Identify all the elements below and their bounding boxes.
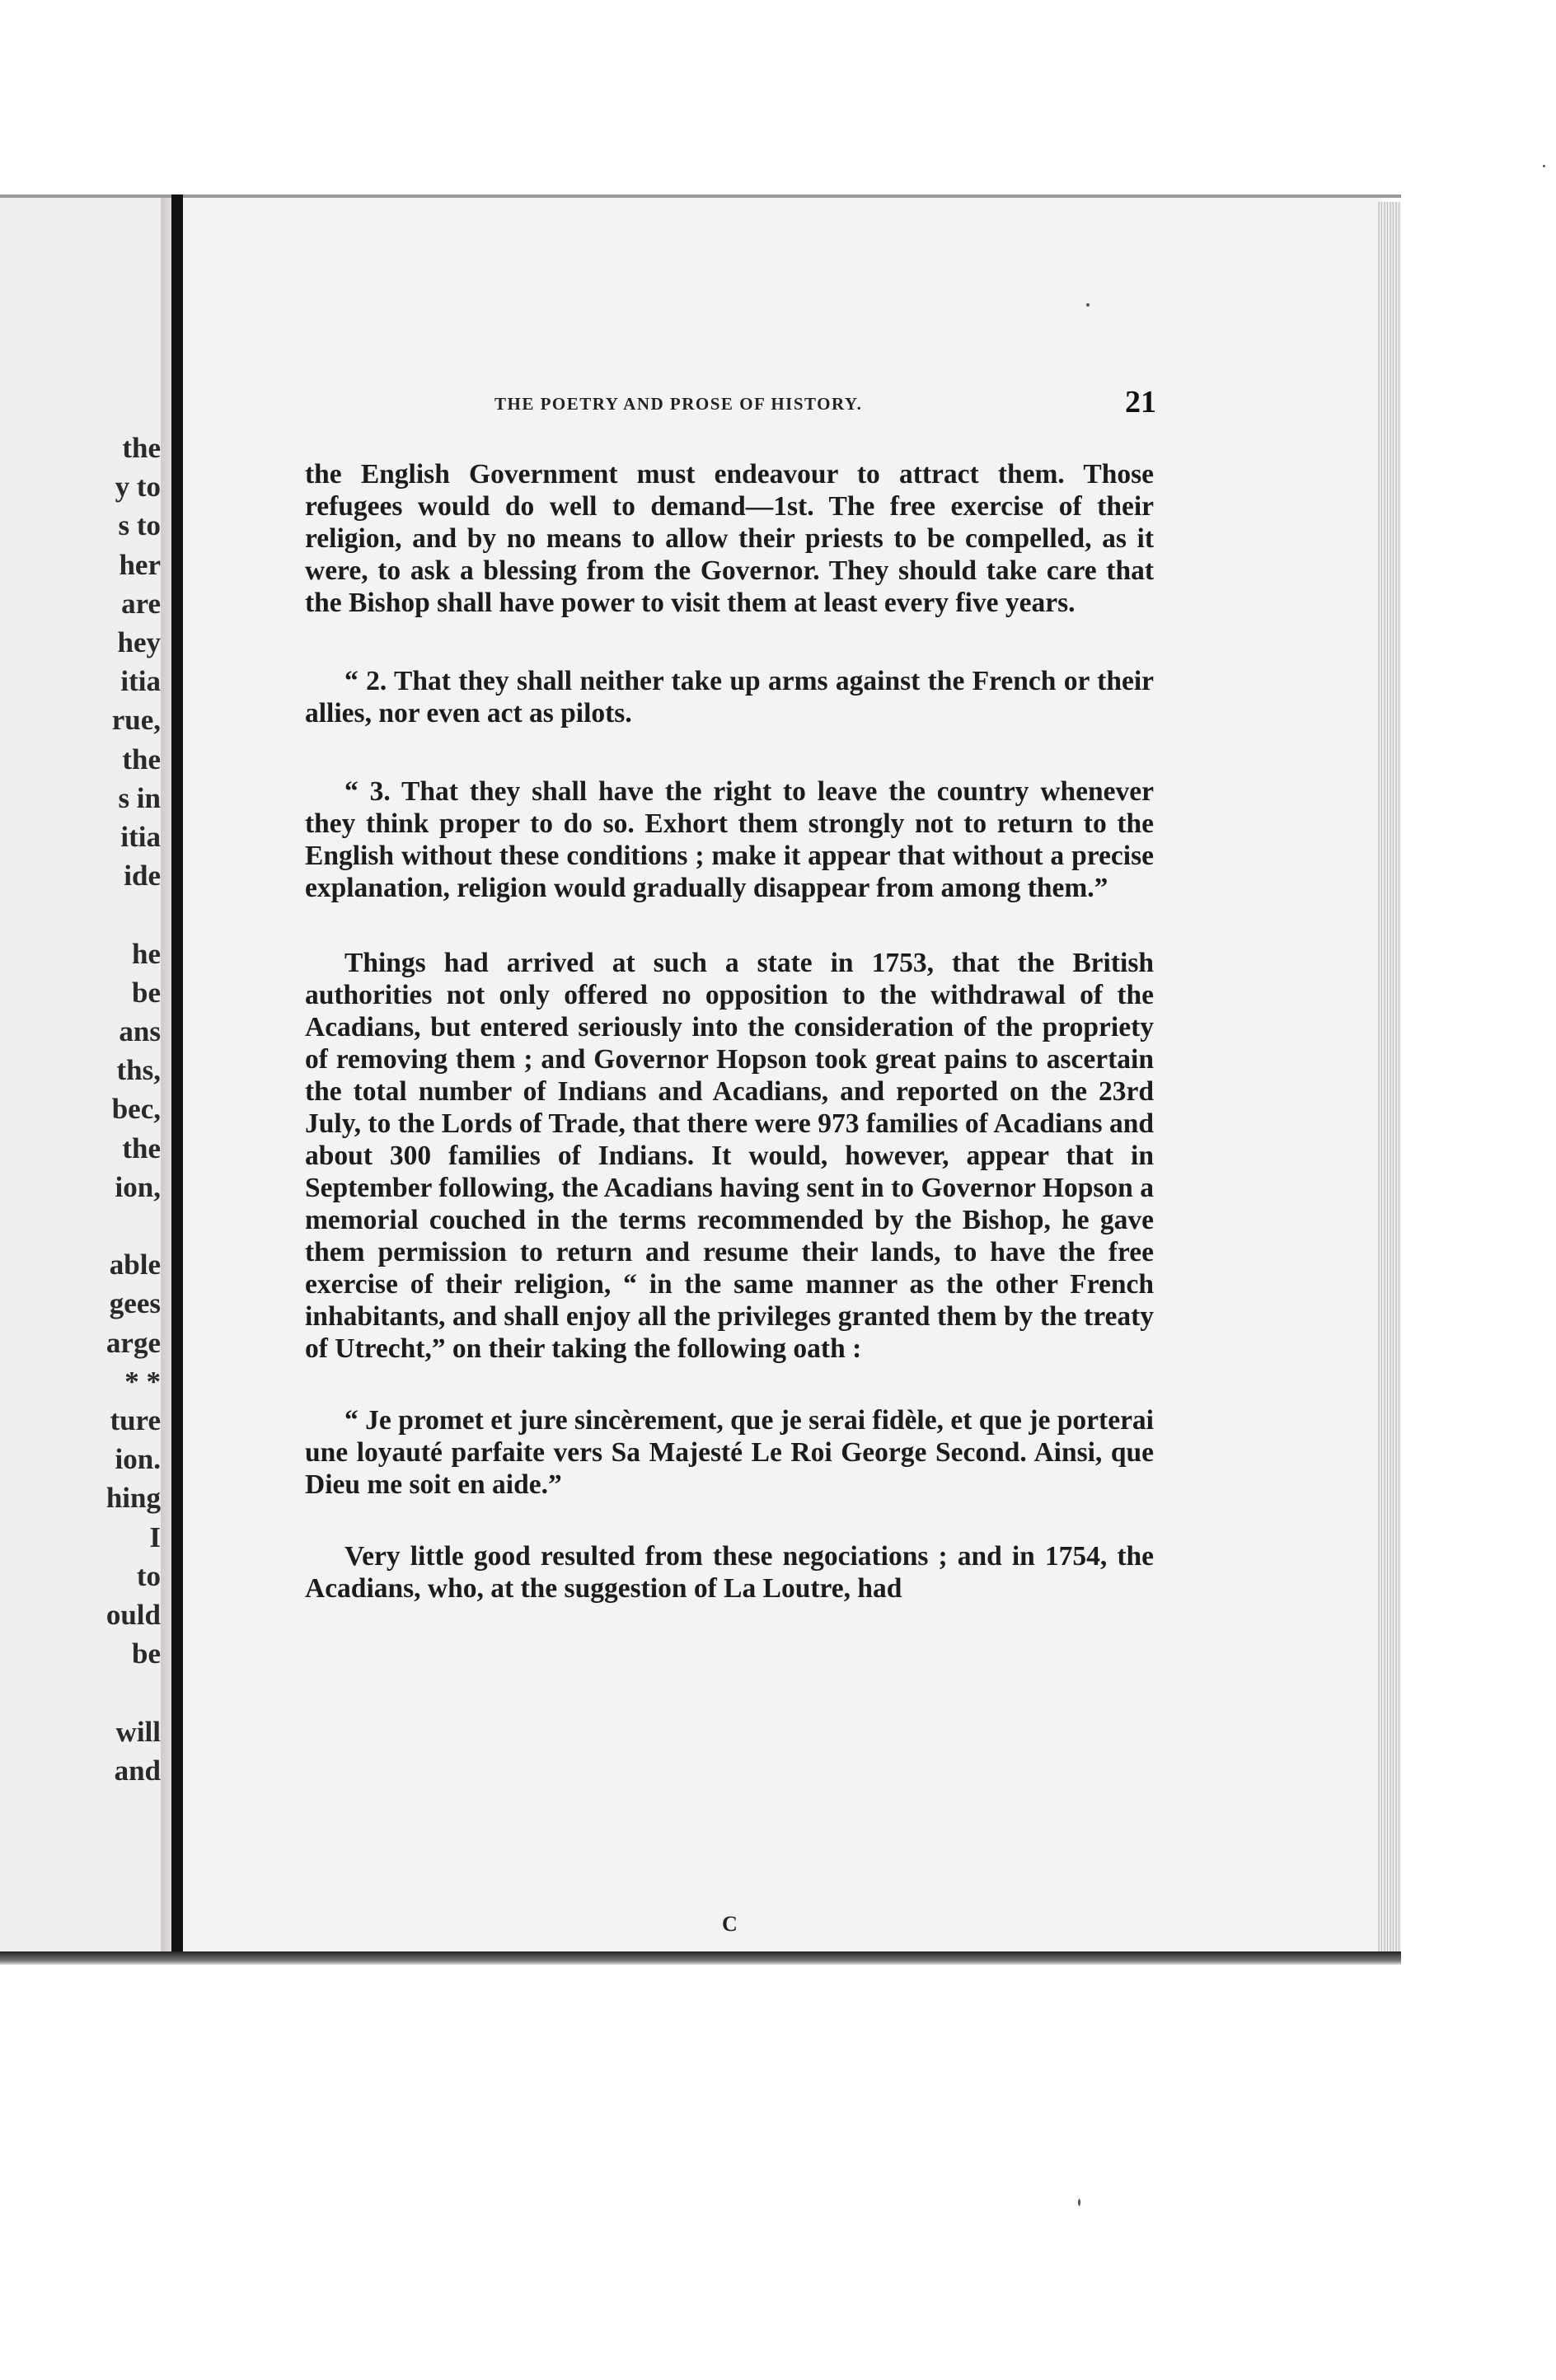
previous-page-line: be <box>132 1637 161 1670</box>
previous-page-line: are <box>121 587 161 620</box>
previous-page-line: he <box>132 937 161 970</box>
previous-page-line: * * <box>124 1365 161 1398</box>
dust-speck <box>1078 2199 1080 2206</box>
running-head: THE POETRY AND PROSE OF HISTORY. <box>494 394 863 414</box>
paragraph: “ 3. That they shall have the right to leave the country whenever they think proper to do so. Exhort them strongly not to return to the English without these conditions ; make it appear that without a precise explanation, religion would gradually disappear from among them.” <box>305 776 1154 903</box>
previous-page-line: ion, <box>115 1170 161 1203</box>
previous-page-line: be <box>132 976 161 1009</box>
paragraph: “ 2. That they shall neither take up arms against the French or their allies, nor even act as pilots. <box>305 666 1154 729</box>
body-text <box>305 458 1154 1605</box>
previous-page-line: ion. <box>115 1443 161 1476</box>
previous-page-line: hing <box>105 1482 161 1515</box>
previous-page-line: I <box>149 1520 161 1553</box>
previous-page-line <box>0 1674 161 1712</box>
previous-page-line: able <box>109 1249 161 1281</box>
previous-page-line: ans <box>119 1015 161 1048</box>
previous-page-line: itia <box>120 665 161 698</box>
signature-mark: C <box>722 1912 738 1936</box>
previous-page-line <box>0 895 161 934</box>
previous-page-line: hey <box>117 626 161 659</box>
dust-speck <box>1543 165 1545 167</box>
page-number: 21 <box>1125 385 1156 419</box>
previous-page-line: arge <box>105 1326 161 1359</box>
previous-page-line: ide <box>124 860 161 892</box>
binding-top-line <box>0 194 1401 198</box>
previous-page-line <box>0 1206 161 1245</box>
previous-page-line: gees <box>109 1287 161 1320</box>
previous-page-line: itia <box>120 821 161 854</box>
previous-page-line: rue, <box>111 704 161 737</box>
previous-page-line: ths, <box>116 1054 161 1087</box>
previous-page-line: the <box>122 743 161 775</box>
binding-line <box>171 194 183 1962</box>
paragraph: Very little good resulted from these negociations ; and in 1754, the Acadians, who, at the suggestion of La Loutre, had <box>305 1541 1154 1604</box>
previous-page-line: ture <box>110 1404 161 1437</box>
previous-page-line: ould <box>105 1599 161 1632</box>
previous-page-line: s in <box>118 781 161 814</box>
previous-page-line: bec, <box>111 1093 161 1126</box>
previous-page-line: y to <box>115 471 161 504</box>
previous-page-line: s to <box>118 509 161 542</box>
previous-page-line: the <box>122 1131 161 1164</box>
paragraph: the English Government must endeavour to attract them. Those refugees would do well to demand—1st. The free exercise of their religion, and by no means to allow their priests to be compelled, as it were, to ask a blessing from the Governor. They should take care that the Bishop shall have power to visit them at least every five years. <box>305 459 1154 618</box>
dust-speck <box>1086 303 1090 307</box>
page-stack-edge <box>1378 202 1401 1953</box>
binding-bottom-line <box>0 1951 1401 1965</box>
previous-page-text <box>0 429 161 1790</box>
previous-page-line: to <box>136 1559 161 1592</box>
previous-page-line: will <box>115 1715 161 1748</box>
paragraph: “ Je promet et jure sincèrement, que je serai fidèle, et que je porterai une loyauté parfaite vers Sa Majesté Le Roi George Second. Ainsi, que Dieu me soit en aide.” <box>305 1405 1154 1500</box>
previous-page-line: the <box>122 432 161 464</box>
previous-page-line: her <box>119 548 161 581</box>
paragraph: Things had arrived at such a state in 1753, that the British authorities not only offered no opposition to the withdrawal of the Acadians, but entered seriously into the consideration of the propriety of removing them ; and Governor Hopson took great pains to ascertain the total number of Indians and Acadians, and reported on the 23rd July, to the Lords of Trade, that there were 973 families of Acadians and about 300 families of Indians. It would, however, appear that in September following, the Acadians having sent in to Governor Hopson a memorial couched in the terms recommended by the Bishop, he gave them permission to return and resume their lands, to have the free exercise of their religion, “ in the same manner as the other French inhabitants, and shall enjoy all the privileges granted them by the treaty of Utrecht,” on their taking the following oath : <box>305 948 1154 1364</box>
previous-page-line: and <box>114 1754 161 1787</box>
